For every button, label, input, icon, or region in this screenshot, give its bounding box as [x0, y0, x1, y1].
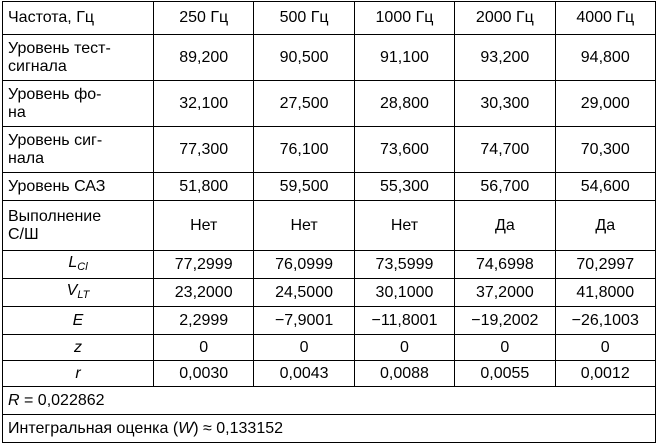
value-cell: Да [455, 201, 555, 251]
value-cell: −7,9001 [254, 307, 354, 335]
row-label-line: Уровень тест- [8, 39, 111, 57]
row-label-line: Уровень САЗ [8, 177, 106, 195]
table-row [3, 251, 656, 279]
value-cell: 70,2997 [555, 251, 655, 279]
row-symbol: V [66, 281, 78, 299]
value-cell: 41,8000 [555, 279, 655, 307]
table-row [3, 173, 656, 201]
value-cell: 0,0088 [354, 361, 454, 387]
footer-r-row [3, 387, 656, 415]
row-label-cell [3, 127, 154, 173]
header-freq-cell: 4000 Гц [555, 2, 655, 35]
value-cell: 51,800 [154, 173, 254, 201]
header-frequency-cell: Частота, Гц [3, 2, 154, 35]
value-cell: Да [555, 201, 655, 251]
table-row [3, 361, 656, 387]
value-cell: 0,0012 [555, 361, 655, 387]
row-symbol-cell [3, 361, 154, 387]
value-cell: −11,8001 [354, 307, 454, 335]
table-row [3, 35, 656, 81]
row-symbol-subscript: Cl [77, 260, 88, 273]
footer-w-cell [3, 415, 656, 443]
row-label-line: нала [8, 149, 44, 167]
value-cell: 0,0055 [455, 361, 555, 387]
value-cell: 70,300 [555, 127, 655, 173]
value-cell: 24,5000 [254, 279, 354, 307]
footer-r-cell [3, 387, 656, 415]
value-cell: 59,500 [254, 173, 354, 201]
row-label-cell [3, 81, 154, 127]
w-symbol: W [178, 419, 194, 437]
value-cell: −19,2002 [455, 307, 555, 335]
value-cell: 27,500 [254, 81, 354, 127]
w-suffix: ) ≈ 0,133152 [193, 419, 284, 437]
value-cell: 93,200 [455, 35, 555, 81]
value-cell: 0 [154, 335, 254, 361]
row-symbol: r [75, 364, 81, 382]
table-row [3, 81, 656, 127]
row-label-cell [3, 173, 154, 201]
value-cell: 90,500 [254, 35, 354, 81]
value-cell: 77,2999 [154, 251, 254, 279]
header-freq-cell: 1000 Гц [354, 2, 454, 35]
value-cell: 91,100 [354, 35, 454, 81]
value-cell: Нет [154, 201, 254, 251]
row-label-line: С/Ш [8, 225, 39, 243]
r-value: = 0,022862 [19, 391, 105, 409]
row-symbol-cell [3, 279, 154, 307]
value-cell: 73,5999 [354, 251, 454, 279]
value-cell: 0 [254, 335, 354, 361]
row-label-line: на [8, 103, 26, 121]
value-cell: 2,2999 [154, 307, 254, 335]
value-cell: Нет [254, 201, 354, 251]
value-cell: −26,1003 [555, 307, 655, 335]
value-cell: 30,1000 [354, 279, 454, 307]
table-row [3, 307, 656, 335]
header-freq-cell: 500 Гц [254, 2, 354, 35]
value-cell: 73,600 [354, 127, 454, 173]
table-row [3, 201, 656, 251]
value-cell: 55,300 [354, 173, 454, 201]
w-prefix: Интегральная оценка ( [8, 419, 179, 437]
header-freq-cell: 2000 Гц [455, 2, 555, 35]
table-row [3, 335, 656, 361]
header-freq-cell: 250 Гц [154, 2, 254, 35]
row-label-line: Уровень фо- [8, 85, 102, 103]
value-cell: 0 [354, 335, 454, 361]
r-symbol: R [8, 391, 20, 409]
value-cell: 89,200 [154, 35, 254, 81]
value-cell: 77,300 [154, 127, 254, 173]
row-symbol-cell [3, 335, 154, 361]
value-cell: 32,100 [154, 81, 254, 127]
header-row [3, 2, 656, 35]
value-cell: 37,2000 [455, 279, 555, 307]
table-row [3, 279, 656, 307]
value-cell: 23,2000 [154, 279, 254, 307]
footer-w-row [3, 415, 656, 443]
row-label-line: Выполнение [8, 207, 102, 225]
value-cell: 29,000 [555, 81, 655, 127]
value-cell: 74,700 [455, 127, 555, 173]
value-cell: Нет [354, 201, 454, 251]
row-symbol-cell [3, 251, 154, 279]
row-symbol: z [74, 338, 82, 356]
value-cell: 28,800 [354, 81, 454, 127]
value-cell: 74,6998 [455, 251, 555, 279]
value-cell: 54,600 [555, 173, 655, 201]
value-cell: 30,300 [455, 81, 555, 127]
results-table-body [3, 2, 656, 443]
value-cell: 76,100 [254, 127, 354, 173]
row-symbol-subscript: LT [77, 288, 90, 301]
value-cell: 0,0043 [254, 361, 354, 387]
value-cell: 0,0030 [154, 361, 254, 387]
row-symbol: L [68, 253, 78, 271]
row-symbol: E [72, 311, 84, 329]
value-cell: 0 [455, 335, 555, 361]
row-symbol-cell [3, 307, 154, 335]
value-cell: 94,800 [555, 35, 655, 81]
value-cell: 0 [555, 335, 655, 361]
value-cell: 76,0999 [254, 251, 354, 279]
row-label-line: сигнала [8, 57, 67, 75]
row-label-cell [3, 201, 154, 251]
value-cell: 56,700 [455, 173, 555, 201]
row-label-cell [3, 35, 154, 81]
results-table [2, 1, 656, 443]
table-row [3, 127, 656, 173]
row-label-line: Уровень сиг- [8, 131, 103, 149]
